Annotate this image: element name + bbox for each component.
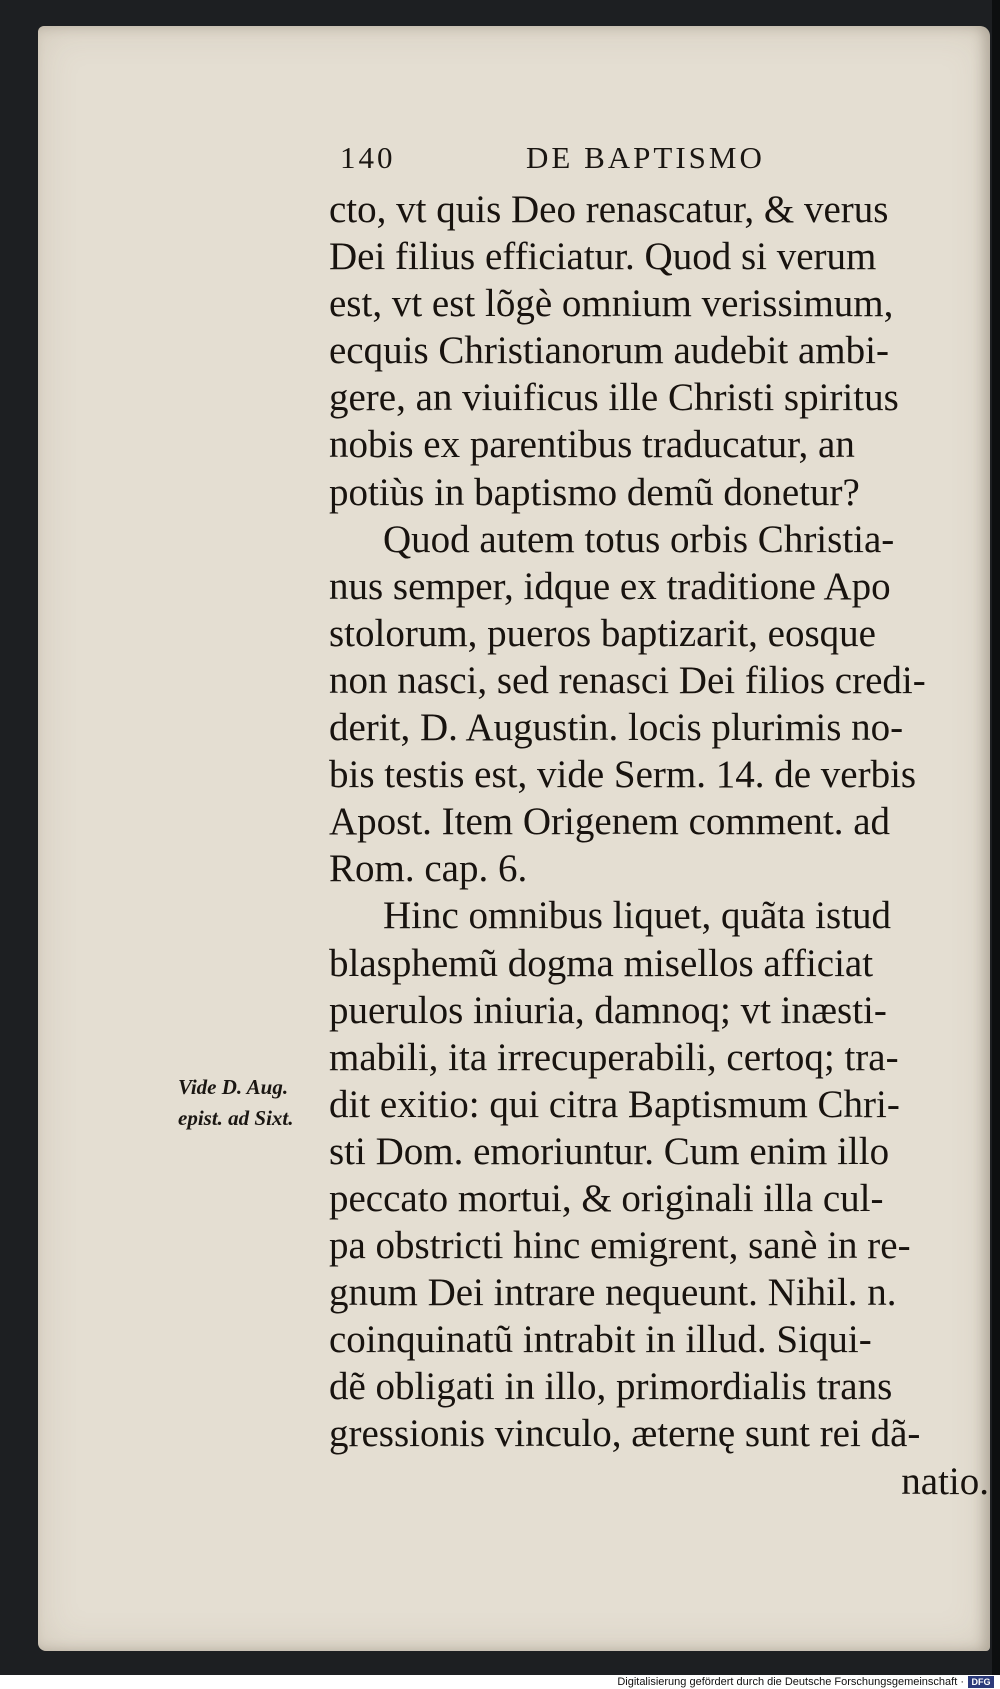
text-line: non nasci, sed renasci Dei filios credi- <box>329 658 926 702</box>
text-line: Dei filius efficiatur. Quod si verum <box>329 235 877 279</box>
margin-note <box>178 1072 328 1134</box>
text-line: dẽ obligati in illo, primordialis trans <box>329 1365 893 1409</box>
text-line: Quod autem totus orbis Christia- <box>383 517 895 561</box>
text-line: Hinc omnibus liquet, quãta istud <box>383 894 892 938</box>
text-line: gere, an viuificus ille Christi spiritus <box>329 376 899 420</box>
text-line: peccato mortui, & originali illa cul- <box>329 1176 884 1220</box>
text-line-last: natio. <box>901 1459 989 1503</box>
running-title: DE BAPTISMO <box>526 140 765 175</box>
footer-bar <box>0 1675 1000 1689</box>
text-line: nobis ex parentibus traducatur, an <box>329 423 855 467</box>
text-line: dit exitio: qui citra Baptismum Chri- <box>329 1082 900 1126</box>
margin-note-line: epist. ad Sixt. <box>178 1106 294 1130</box>
text-line: potiùs in baptismo demũ donetur? <box>329 470 860 514</box>
text-line: derit, D. Augustin. locis plurimis no- <box>329 706 904 750</box>
text-line: coinquinatũ intrabit in illud. Siqui- <box>329 1318 872 1362</box>
text-line: gnum Dei intrare nequeunt. Nihil. n. <box>329 1271 897 1315</box>
page-header <box>340 140 820 176</box>
text-line: Apost. Item Origenem comment. ad <box>329 800 891 844</box>
text-line: nus semper, idque ex traditione Apo <box>329 564 891 608</box>
text-line: sti Dom. emoriuntur. Cum enim illo <box>329 1129 890 1173</box>
text-line: mabili, ita irrecuperabili, certoq; tra- <box>329 1035 899 1079</box>
text-line: Rom. cap. 6. <box>329 847 528 891</box>
text-line: bis testis est, vide Serm. 14. de verbis <box>329 753 917 797</box>
text-line: cto, vt quis Deo renascatur, & verus <box>329 188 889 231</box>
text-line: ecquis Christianorum audebit ambi- <box>329 329 889 373</box>
book-page <box>38 26 990 1651</box>
viewer-edge <box>992 0 1000 1675</box>
text-line: puerulos iniuria, damnoq; vt inæsti- <box>329 988 887 1032</box>
text-line: est, vt est lõgè omnium verissimum, <box>329 282 894 326</box>
body-text <box>329 186 989 1505</box>
dfg-logo-icon: DFG <box>968 1676 994 1688</box>
text-line: gressionis vinculo, æternę sunt rei dã- <box>329 1412 921 1456</box>
margin-note-line: Vide D. Aug. <box>178 1075 289 1099</box>
text-line: blasphemũ dogma misellos afficiat <box>329 941 874 985</box>
text-line: stolorum, pueros baptizarit, eosque <box>329 611 876 655</box>
text-line: pa obstricti hinc emigrent, sanè in re- <box>329 1224 911 1268</box>
footer-credit: Digitalisierung gefördert durch die Deutsche Forschungsgemeinschaft · <box>617 1676 964 1688</box>
page-number: 140 <box>340 140 396 175</box>
